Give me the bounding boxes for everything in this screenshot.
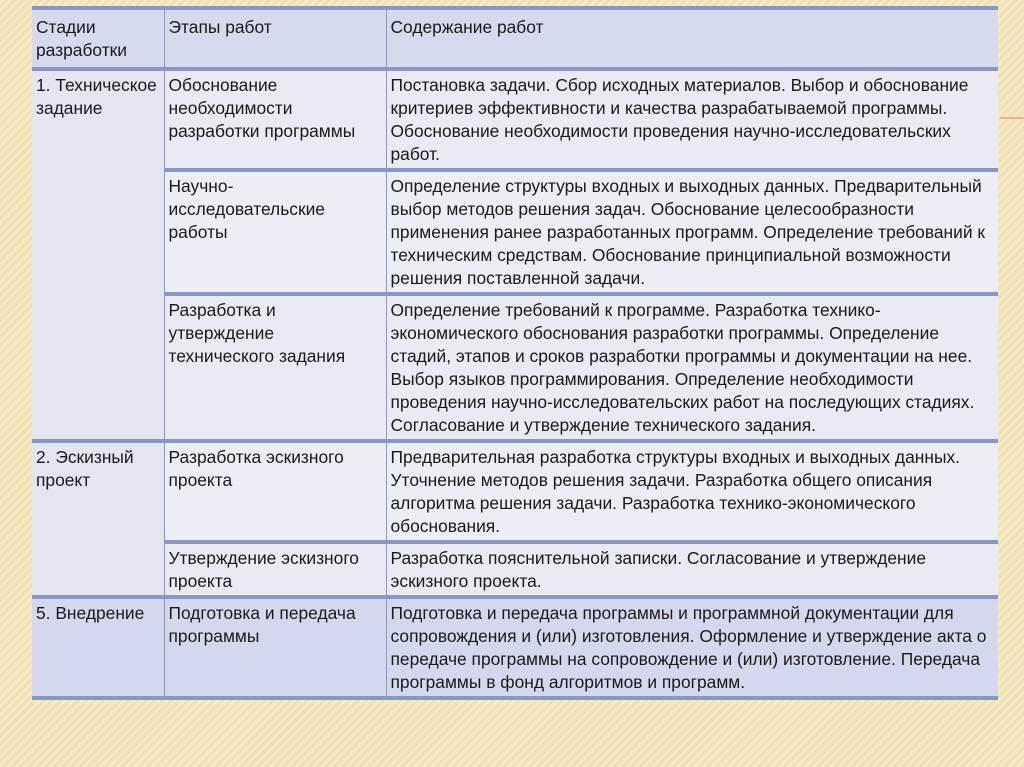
table-row xyxy=(32,597,998,698)
header-content: Содержание работ xyxy=(386,8,998,69)
header-step: Этапы работ xyxy=(164,8,386,69)
content-cell: Определение требований к программе. Разработка технико-экономического обоснования разработки программы. Определение стадий, этапов и сроков разработки программы и документации на нее. Выбор языков программирования. Определение необходимости проведения научно-исследовательских работ на последующих стадиях. Согласование и утверждение технического задания. xyxy=(386,294,998,441)
content-cell: Подготовка и передача программы и программной документации для сопровождения и (или) изготовления. Оформление и утверждение акта о передаче программы на сопровождение и (или) изготовление. Передача программы в фонд алгоритмов и программ. xyxy=(386,597,998,698)
table-header-row xyxy=(32,8,998,69)
content-cell: Определение структуры входных и выходных данных. Предварительный выбор методов решения задач. Обоснование целесообразности применения ранее разработанных программ. Определение требований к техническим средствам. Обоснование принципиальной возможности решения поставленной задачи. xyxy=(386,170,998,294)
content-cell: Постановка задачи. Сбор исходных материалов. Выбор и обоснование критериев эффективности и качества разрабатываемой программы. Обоснование необходимости проведения научно-исследовательских работ. xyxy=(386,69,998,170)
step-cell: Разработка и утверждение технического задания xyxy=(164,294,386,441)
stage-cell: 1. Техническое задание xyxy=(32,69,164,441)
table-row xyxy=(32,294,998,441)
step-cell: Разработка эскизного проекта xyxy=(164,441,386,542)
header-stage: Стадии разработки xyxy=(32,8,164,69)
development-stages-table xyxy=(32,6,998,700)
stage-cell: 2. Эскизный проект xyxy=(32,441,164,597)
step-cell: Утверждение эскизного проекта xyxy=(164,542,386,597)
content-cell: Разработка пояснительной записки. Согласование и утверждение эскизного проекта. xyxy=(386,542,998,597)
table-row xyxy=(32,441,998,542)
stage-cell: 5. Внедрение xyxy=(32,597,164,698)
table-row xyxy=(32,542,998,597)
decorative-line xyxy=(1000,117,1024,119)
table-row xyxy=(32,69,998,170)
table-row xyxy=(32,170,998,294)
content-cell: Предварительная разработка структуры входных и выходных данных. Уточнение методов решения задачи. Разработка общего описания алгоритма решения задачи. Разработка технико-экономического обоснования. xyxy=(386,441,998,542)
step-cell: Обоснование необходимости разработки программы xyxy=(164,69,386,170)
step-cell: Научно-исследовательские работы xyxy=(164,170,386,294)
step-cell: Подготовка и передача программы xyxy=(164,597,386,698)
